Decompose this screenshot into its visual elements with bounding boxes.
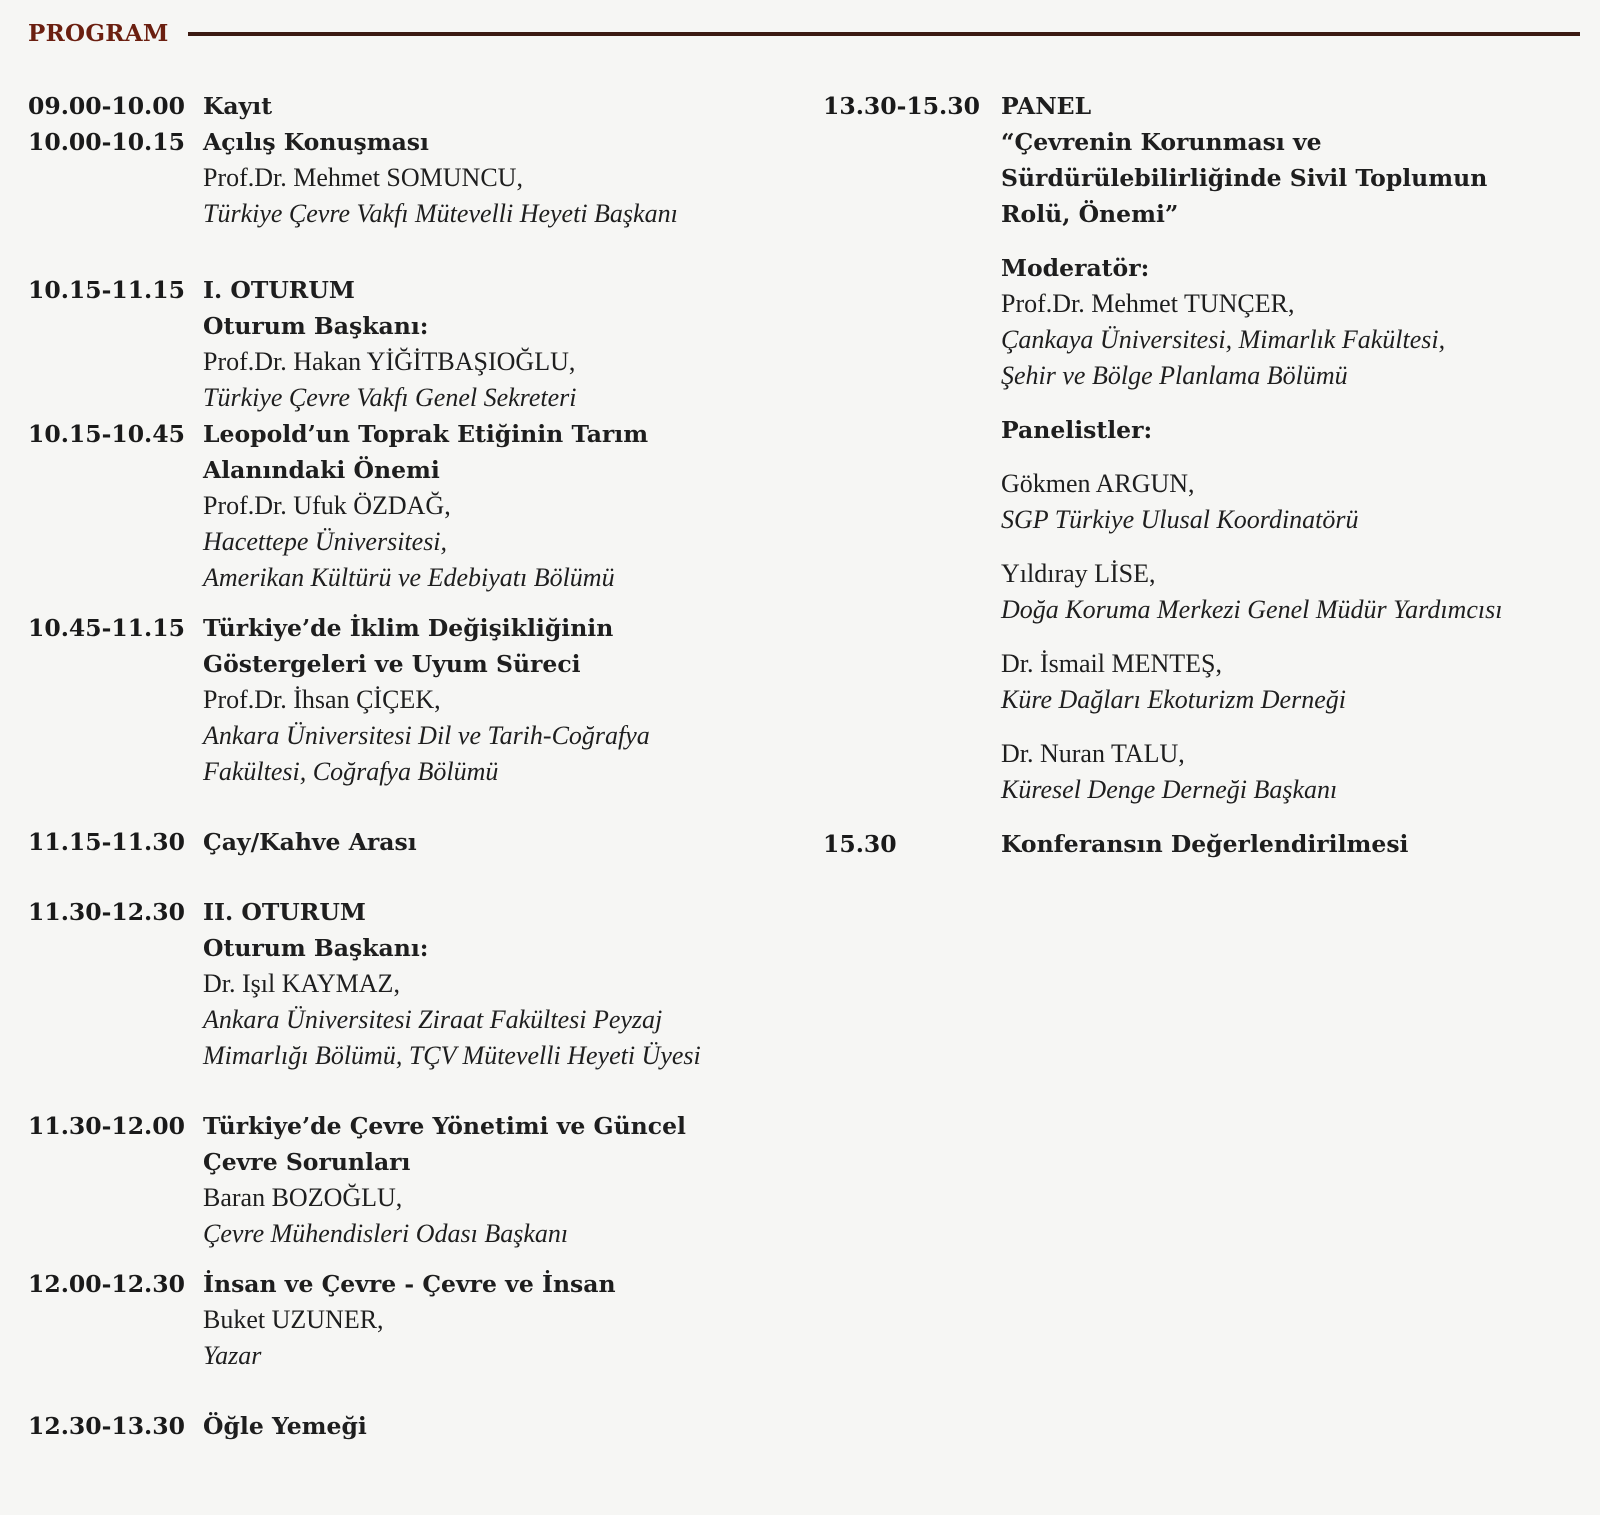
entry-title: Çay/Kahve Arası — [203, 828, 417, 856]
speaker-role: Çevre Mühendisleri Odası Başkanı — [203, 1219, 569, 1248]
program-entry-panel — [823, 88, 1583, 808]
moderator-role: Şehir ve Bölge Planlama Bölümü — [1001, 361, 1348, 390]
entry-title: İnsan ve Çevre - Çevre ve İnsan — [203, 1270, 616, 1298]
moderator-name: Prof.Dr. Mehmet TUNÇER, — [1001, 289, 1295, 318]
program-entry-talk-leopold — [28, 416, 798, 596]
entry-title: Göstergeleri ve Uyum Süreci — [203, 650, 581, 678]
speaker-role: Yazar — [203, 1341, 262, 1370]
chair-label: Oturum Başkanı: — [203, 312, 429, 340]
speaker-role: Amerikan Kültürü ve Edebiyatı Bölümü — [203, 563, 615, 592]
entry-title: II. OTURUM — [203, 898, 366, 926]
entry-time: 11.30-12.30 — [28, 898, 185, 926]
entry-title: Konferansın Değerlendirilmesi — [1001, 830, 1409, 858]
program-entry-coffee-break — [28, 824, 798, 860]
moderator-label: Moderatör: — [1001, 254, 1150, 282]
speaker-role: Mimarlığı Bölümü, TÇV Mütevelli Heyeti Üyesi — [203, 1041, 701, 1070]
entry-time: 15.30 — [823, 830, 897, 858]
speaker-role: Hacettepe Üniversitesi, — [203, 527, 448, 556]
panelist-name: Dr. Nuran TALU, — [1001, 739, 1185, 768]
entry-time: 13.30-15.30 — [823, 92, 980, 120]
speaker-role: Türkiye Çevre Vakfı Mütevelli Heyeti Başkanı — [203, 199, 678, 228]
entry-time: 10.45-11.15 — [28, 614, 185, 642]
entry-title: Alanındaki Önemi — [203, 456, 440, 484]
program-entry-session-2 — [28, 894, 798, 1074]
speaker-role: Türkiye Çevre Vakfı Genel Sekreteri — [203, 383, 577, 412]
entry-title: Kayıt — [203, 92, 273, 120]
entry-time: 11.15-11.30 — [28, 828, 185, 856]
moderator-role: Çankaya Üniversitesi, Mimarlık Fakültesi, — [1001, 325, 1446, 354]
entry-time: 12.00-12.30 — [28, 1270, 185, 1298]
speaker-name: Prof.Dr. İhsan ÇİÇEK, — [203, 685, 441, 714]
panelist-role: Küre Dağları Ekoturizm Derneği — [1001, 685, 1346, 714]
panelist-role: SGP Türkiye Ulusal Koordinatörü — [1001, 505, 1359, 534]
panel-subtitle: Rolü, Önemi” — [1001, 200, 1179, 228]
right-column — [823, 88, 1583, 862]
panel-title: PANEL — [1001, 92, 1092, 120]
speaker-name: Buket UZUNER, — [203, 1305, 384, 1334]
speaker-role: Fakültesi, Coğrafya Bölümü — [203, 757, 499, 786]
header-divider — [188, 32, 1580, 36]
speaker-name: Dr. Işıl KAYMAZ, — [203, 969, 400, 998]
panel-subtitle: “Çevrenin Korunması ve — [1001, 128, 1322, 156]
entry-time: 12.30-13.30 — [28, 1412, 185, 1440]
panelists-label: Panelistler: — [1001, 416, 1153, 444]
entry-title: Çevre Sorunları — [203, 1148, 411, 1176]
program-header — [28, 18, 1580, 52]
speaker-role: Ankara Üniversitesi Ziraat Fakültesi Peyzaj — [203, 1005, 663, 1034]
entry-title: Türkiye’de İklim Değişikliğinin — [203, 614, 614, 642]
program-entry-registration — [28, 88, 798, 124]
program-title: PROGRAM — [28, 20, 169, 47]
speaker-name: Prof.Dr. Mehmet SOMUNCU, — [203, 163, 523, 192]
entry-title: I. OTURUM — [203, 276, 355, 304]
entry-title: Açılış Konuşması — [203, 128, 429, 156]
entry-title: Türkiye’de Çevre Yönetimi ve Güncel — [203, 1112, 686, 1140]
entry-time: 11.30-12.00 — [28, 1112, 185, 1140]
program-entry-talk-environment-management — [28, 1108, 798, 1252]
program-entry-opening — [28, 124, 798, 232]
entry-time: 10.00-10.15 — [28, 128, 185, 156]
program-entry-talk-climate — [28, 610, 798, 790]
panelist-role: Küresel Denge Derneği Başkanı — [1001, 775, 1338, 804]
panelist-name: Gökmen ARGUN, — [1001, 469, 1195, 498]
program-entry-talk-human-environment — [28, 1266, 798, 1374]
speaker-name: Baran BOZOĞLU, — [203, 1183, 403, 1212]
program-entry-session-1 — [28, 272, 798, 416]
panelist-name: Yıldıray LİSE, — [1001, 559, 1156, 588]
panel-subtitle: Sürdürülebilirliğinde Sivil Toplumun — [1001, 164, 1488, 192]
entry-time: 09.00-10.00 — [28, 92, 185, 120]
left-column — [28, 88, 798, 1444]
entry-title: Öğle Yemeği — [203, 1412, 367, 1440]
program-entry-lunch — [28, 1408, 798, 1444]
entry-time: 10.15-10.45 — [28, 420, 185, 448]
speaker-role: Ankara Üniversitesi Dil ve Tarih-Coğrafya — [203, 721, 650, 750]
speaker-name: Prof.Dr. Hakan YİĞİTBAŞIOĞLU, — [203, 347, 576, 376]
entry-title: Leopold’un Toprak Etiğinin Tarım — [203, 420, 649, 448]
program-entry-closing — [823, 826, 1583, 862]
chair-label: Oturum Başkanı: — [203, 934, 429, 962]
speaker-name: Prof.Dr. Ufuk ÖZDAĞ, — [203, 491, 451, 520]
panelist-name: Dr. İsmail MENTEŞ, — [1001, 649, 1222, 678]
entry-time: 10.15-11.15 — [28, 276, 185, 304]
panelist-role: Doğa Koruma Merkezi Genel Müdür Yardımcısı — [1001, 595, 1503, 624]
